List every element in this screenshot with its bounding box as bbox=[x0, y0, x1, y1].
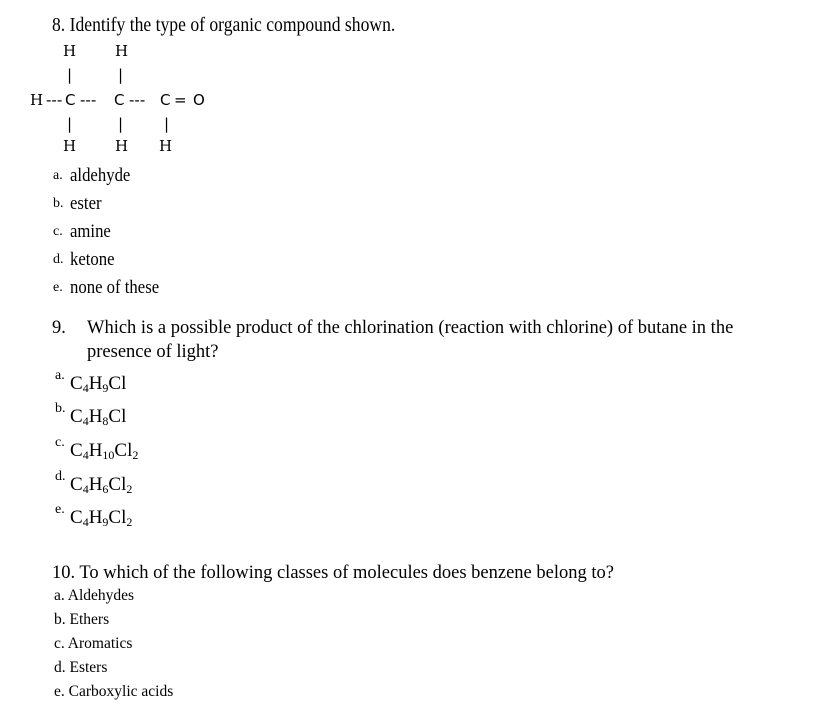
question-9-number: 9. bbox=[52, 318, 66, 338]
formula-subscript: 4 bbox=[82, 381, 89, 395]
formula-subscript: 10 bbox=[102, 448, 115, 462]
formula-element: Cl bbox=[108, 507, 127, 528]
formula-element: Cl bbox=[108, 406, 127, 427]
answer-option[interactable] bbox=[54, 684, 173, 700]
option-text: Esters bbox=[69, 659, 108, 676]
option-text: Carboxylic acids bbox=[68, 683, 174, 700]
question-8-title: 8. Identify the type of organic compound shown. bbox=[52, 14, 396, 36]
answer-option[interactable] bbox=[54, 612, 109, 628]
formula-subscript: 4 bbox=[82, 414, 89, 428]
formula-subscript: 8 bbox=[102, 414, 109, 428]
bond-line: | bbox=[67, 115, 73, 133]
formula-element: H bbox=[88, 507, 103, 528]
single-bond: --- bbox=[80, 91, 97, 109]
option-label: a. bbox=[54, 587, 65, 604]
option-label: d. bbox=[54, 659, 66, 676]
formula-element: Cl bbox=[114, 440, 133, 461]
double-bond: = bbox=[174, 91, 187, 109]
atom-h: H bbox=[30, 91, 44, 109]
question-10-title: 10. To which of the following classes of molecules does benzene belong to? bbox=[52, 563, 614, 583]
formula-subscript: 4 bbox=[82, 448, 89, 462]
atom-h: H bbox=[115, 42, 129, 60]
option-label: b. bbox=[53, 196, 64, 211]
formula-subscript: 4 bbox=[82, 515, 89, 529]
formula-element: H bbox=[88, 474, 103, 495]
option-text: aldehyde bbox=[70, 165, 131, 186]
atom-h: H bbox=[115, 137, 129, 155]
atom-h: H bbox=[63, 42, 77, 60]
formula-subscript: 2 bbox=[126, 482, 133, 496]
option-label: b. bbox=[54, 611, 66, 628]
answer-option[interactable] bbox=[54, 636, 132, 652]
option-text: Aromatics bbox=[67, 635, 133, 652]
formula-subscript: 2 bbox=[132, 448, 139, 462]
chemical-formula bbox=[70, 374, 126, 393]
atom-h: H bbox=[63, 137, 77, 155]
option-text: Aldehydes bbox=[67, 587, 135, 604]
formula-element: H bbox=[88, 406, 103, 427]
formula-subscript: 9 bbox=[102, 381, 109, 395]
atom-c: C bbox=[114, 91, 125, 109]
option-label: c. bbox=[55, 435, 65, 450]
option-text: none of these bbox=[70, 277, 160, 298]
bond-line: | bbox=[67, 66, 73, 84]
formula-subscript: 6 bbox=[102, 482, 109, 496]
single-bond: --- bbox=[46, 91, 63, 109]
option-label: e. bbox=[55, 502, 65, 517]
formula-element: C bbox=[70, 474, 83, 495]
option-label: c. bbox=[53, 224, 63, 239]
formula-subscript: 9 bbox=[102, 515, 109, 529]
chemical-formula bbox=[70, 407, 126, 426]
formula-element: Cl bbox=[108, 373, 127, 394]
atom-c: C bbox=[160, 91, 171, 109]
chemical-formula bbox=[70, 441, 138, 460]
option-label: a. bbox=[53, 168, 63, 183]
chemical-formula bbox=[70, 508, 132, 527]
bond-line: | bbox=[118, 115, 124, 133]
formula-element: C bbox=[70, 406, 83, 427]
answer-option[interactable] bbox=[54, 660, 107, 676]
option-text: ester bbox=[70, 193, 102, 214]
atom-h: H bbox=[159, 137, 173, 155]
formula-element: C bbox=[70, 373, 83, 394]
formula-element: Cl bbox=[108, 474, 127, 495]
option-label: e. bbox=[54, 683, 65, 700]
bond-line: | bbox=[164, 115, 170, 133]
option-text: ketone bbox=[70, 249, 115, 270]
option-label: e. bbox=[53, 280, 63, 295]
atom-c: C bbox=[65, 91, 76, 109]
option-label: d. bbox=[53, 252, 64, 267]
formula-subscript: 2 bbox=[126, 515, 133, 529]
option-label: d. bbox=[55, 469, 66, 484]
chemical-formula bbox=[70, 475, 132, 494]
formula-element: H bbox=[88, 373, 103, 394]
formula-element: C bbox=[70, 440, 83, 461]
option-text: amine bbox=[70, 221, 111, 242]
formula-element: C bbox=[70, 507, 83, 528]
option-label: b. bbox=[55, 401, 66, 416]
question-9-text-line1: Which is a possible product of the chlorination (reaction with chlorine) of butane in the bbox=[87, 318, 734, 338]
option-text: Ethers bbox=[69, 611, 110, 628]
bond-line: | bbox=[118, 66, 124, 84]
option-label: c. bbox=[54, 635, 65, 652]
atom-o: O bbox=[193, 91, 205, 109]
option-label: a. bbox=[55, 368, 65, 383]
answer-option[interactable] bbox=[54, 588, 134, 604]
single-bond: --- bbox=[129, 91, 146, 109]
question-9-text-line2: presence of light? bbox=[87, 342, 219, 362]
formula-element: H bbox=[88, 440, 103, 461]
formula-subscript: 4 bbox=[82, 482, 89, 496]
